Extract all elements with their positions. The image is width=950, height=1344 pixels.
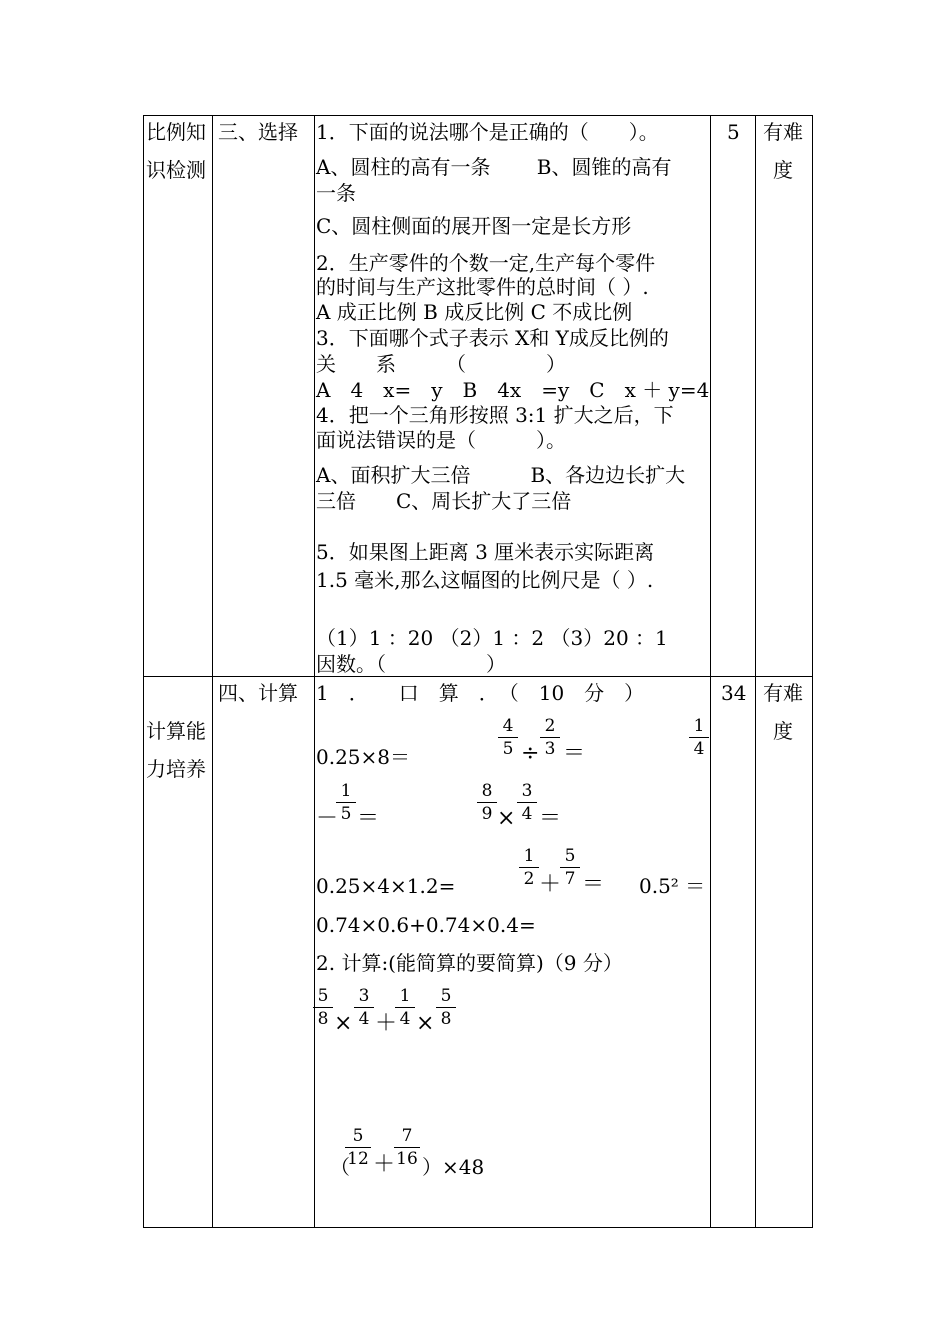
question-1: 1．下面的说法哪个是正确的（ ）。 — [316, 120, 659, 144]
table-col-border-6 — [812, 115, 813, 1228]
plus-operator: ＋ — [373, 1152, 396, 1177]
close-paren-times-48: ）×48 — [422, 1155, 485, 1179]
expr-0-25x4x1-2: 0.25×4×1.2= — [316, 874, 456, 898]
question-5-options: （1）1 ：20 （2）1 ：2 （3）20 ：1 — [316, 626, 668, 650]
question-1-option-b-cont: 一条 — [316, 181, 356, 205]
row1-difficulty-line2: 度 — [773, 158, 793, 182]
minus-operator: － — [316, 806, 339, 831]
divide-operator: ÷ — [521, 741, 540, 766]
part-2-title: 2. 计算:(能简算的要简算)（9 分） — [316, 951, 623, 975]
question-4-options-cont: 三倍 C、周长扩大了三倍 — [316, 489, 572, 513]
fraction-1-4: 1 4 — [689, 717, 709, 758]
question-4-line1: 4．把一个三角形按照 3:1 扩大之后，下 — [316, 403, 674, 427]
fraction-3-4: 3 4 — [354, 987, 374, 1028]
fraction-1-5: 1 5 — [336, 782, 356, 823]
equals-operator: ＝ — [357, 806, 380, 831]
question-2-line1: 2．生产零件的个数一定,生产每个零件 — [316, 251, 656, 275]
plus-operator: ＋ — [539, 872, 562, 897]
table-col-border-4 — [710, 115, 711, 1228]
question-3-line2: 关 系 （ ） — [316, 352, 566, 376]
row2-difficulty-line2: 度 — [773, 719, 793, 743]
expr-0-5-squared: 0.5² ＝ — [639, 874, 706, 898]
fraction-1-2: 1 2 — [519, 847, 539, 888]
table-bottom-border — [143, 1227, 813, 1228]
row2-difficulty-line1: 有难 — [763, 681, 803, 705]
times-operator: × — [497, 806, 516, 831]
question-2-line2: 的时间与生产这批零件的总时间（ ）. — [316, 275, 649, 299]
fraction-4-5: 4 5 — [498, 717, 518, 758]
fraction-8-9: 8 9 — [477, 782, 497, 823]
fraction-3-4: 3 4 — [517, 782, 537, 823]
row2-topic-line1: 计算能 — [146, 719, 206, 743]
row1-topic-line2: 识检测 — [146, 158, 206, 182]
times-operator: × — [416, 1011, 435, 1036]
question-6-stub: 因数。（ ） — [316, 652, 506, 676]
question-5-line2: 1.5 毫米,那么这幅图的比例尺是（ ）. — [316, 568, 654, 592]
equals-operator: ＝ — [582, 872, 605, 897]
fraction-1-4: 1 4 — [395, 987, 415, 1028]
fraction-5-8: 5 8 — [313, 987, 333, 1028]
expr-0-25x8: 0.25×8＝ — [316, 745, 411, 769]
row1-score: 5 — [727, 120, 740, 144]
question-1-options-ab: A、圆柱的高有一条 B、圆锥的高有 — [316, 155, 672, 179]
row1-difficulty-line1: 有难 — [763, 120, 803, 144]
question-1-option-c: C、圆柱侧面的展开图一定是长方形 — [316, 214, 632, 238]
part-1-title: 1 ． 口 算 ． （ 10 分 ） — [316, 681, 645, 705]
plus-operator: ＋ — [375, 1011, 398, 1036]
open-paren: （ — [330, 1155, 350, 1179]
expr-0-74-distributive: 0.74×0.6+0.74×0.4= — [316, 913, 536, 937]
equals-operator: ＝ — [539, 806, 562, 831]
equals-operator: ＝ — [563, 741, 586, 766]
fraction-7-16: 7 16 — [394, 1127, 420, 1168]
row2-topic-line2: 力培养 — [146, 757, 206, 781]
table-col-border-2 — [212, 115, 213, 1228]
row1-section: 三、选择 — [218, 120, 298, 144]
table-col-border-3 — [314, 115, 315, 1228]
fraction-5-8: 5 8 — [436, 987, 456, 1028]
table-top-border — [143, 115, 813, 116]
question-5-line1: 5．如果图上距离 3 厘米表示实际距离 — [316, 540, 655, 564]
question-3-line1: 3．下面哪个式子表示 X和 Y成反比例的 — [316, 326, 669, 350]
row2-section: 四、计算 — [218, 681, 298, 705]
fraction-2-3: 2 3 — [540, 717, 560, 758]
question-2-options: A 成正比例 B 成反比例 C 不成比例 — [316, 300, 633, 324]
question-3-options: A 4 x= y B 4x =y C x ＋ y=4 — [316, 378, 710, 402]
table-col-border-5 — [755, 115, 756, 1228]
question-4-line2: 面说法错误的是（ ）。 — [316, 428, 566, 452]
row2-score: 34 — [721, 681, 747, 705]
row1-topic-line1: 比例知 — [146, 120, 206, 144]
fraction-5-7: 5 7 — [560, 847, 580, 888]
table-col-border-1 — [143, 115, 144, 1228]
times-operator: × — [334, 1011, 353, 1036]
question-4-options-ab: A、面积扩大三倍 B、各边边长扩大 — [316, 463, 686, 487]
fraction-5-12: 5 12 — [345, 1127, 371, 1168]
